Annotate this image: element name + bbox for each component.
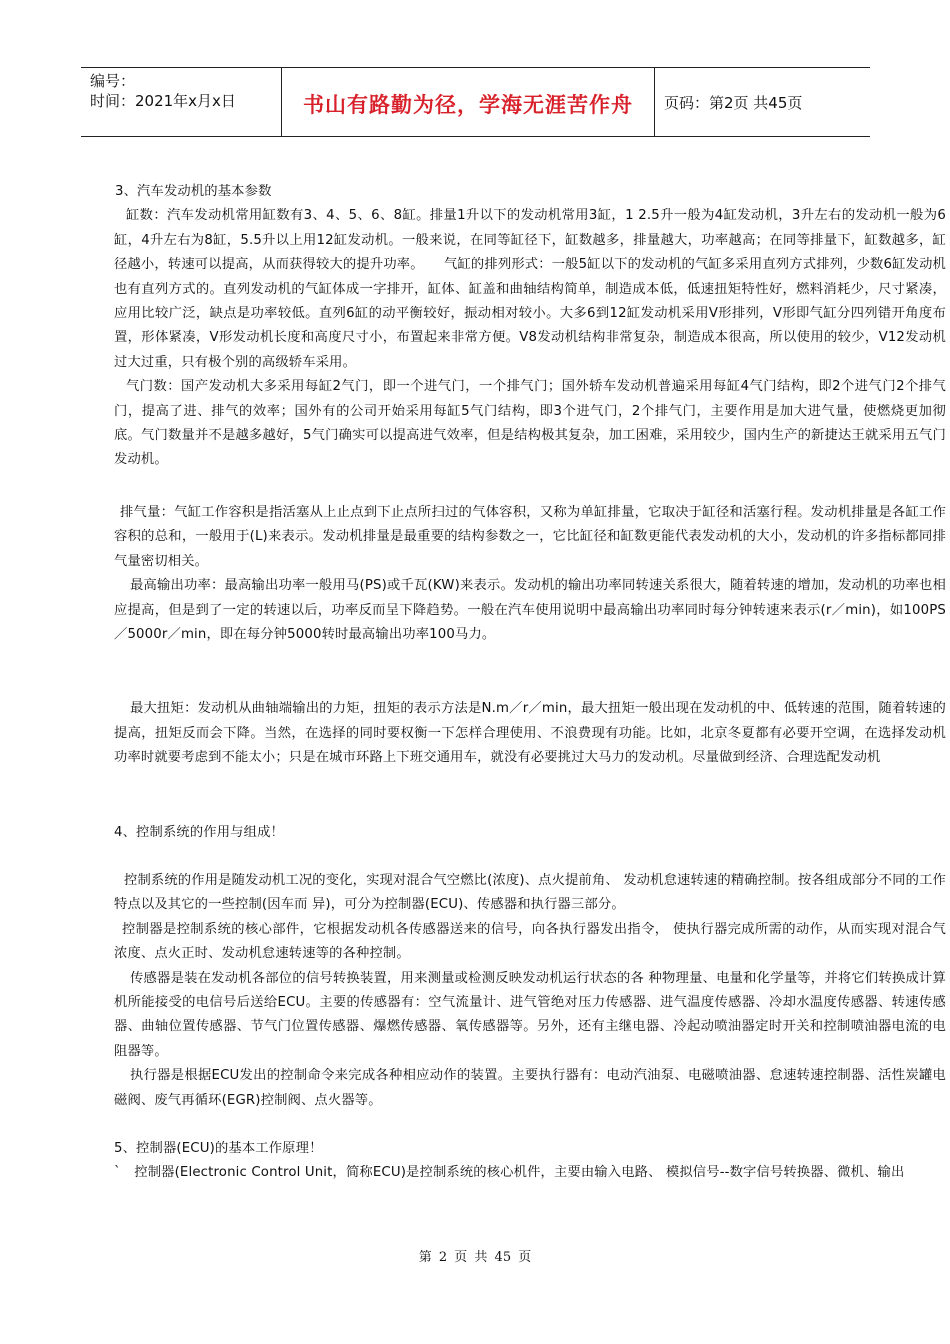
paragraph-cylinders: 缸数：汽车发动机常用缸数有3、4、5、6、8缸。排量1升以下的发动机常用3缸，1 2.5升一般为4缸发动机，3升左右的发动机一般为6缸，4升左右为8缸，5.5升以上用12缸发动机。一般来说，在同等缸径下，缸数越多，排量越大，功率越高；在同等排量下，缸数越多，缸径越小，转速可以提高，从而获得较大的提升功率。 气缸的排列形式：一般5缸以下的发动机的气缸多采用直列方式排列，少数6缸发动机也有直列方式的。直列发动机的气缸体成一字排开，缸体、缸盖和曲轴结构简单，制造成本低，低速扭矩特性好，燃料消耗少，尺寸紧凑，应用比较广泛，缺点是功率较低。直列6缸的动平衡较好，振动相对较小。大多6到12缸发动机采用V形排列，V形即气缸分四列错开角度布置，形体紧凑，V形发动机长度和高度尺寸小，布置起来非常方便。V8发动机结构非常复杂，制造成本很高，所以使用的较少，V12发动机过大过重，只有极个别的高级轿车采用。 (114, 208, 946, 370)
paragraph-actuators: 执行器是根据ECU发出的控制命令来完成各种相应动作的装置。主要执行器有：电动汽油泵、电磁喷油器、怠速转速控制器、活性炭罐电磁阀、废气再循环(EGR)控制阀、点火器等。 (114, 1068, 946, 1108)
spacer (114, 647, 946, 697)
document-date-label: 时间：2021年x月x日 (90, 92, 236, 110)
page-header (81, 67, 870, 137)
spacer (114, 845, 946, 869)
page-footer: 第 2 页 共 45 页 (418, 1250, 532, 1265)
header-motto-cell (282, 68, 655, 136)
paragraph-max-power: 最高输出功率：最高输出功率一般用马(PS)或千瓦(KW)来表示。发动机的输出功率同转速关系很大，随着转速的增加，发动机的功率也相应提高，但是到了一定的转速以后，功率反而呈下降趋势。一般在汽车使用说明中最高输出功率同时每分钟转速来表示(r／min)，如100PS／5000r／min，即在每分钟5000转时最高输出功率100马力。 (114, 578, 946, 642)
spacer (114, 771, 946, 821)
paragraph-controller: 控制器是控制系统的核心部件，它根据发动机各传感器送来的信号，向各执行器发出指令， 使执行器完成所需的动作，从而实现对混合气浓度、点火正时、发动机怠速转速等的各种控制。 (114, 921, 946, 962)
section-3-heading: 3、汽车发动机的基本参数 (115, 184, 272, 199)
document-code-label: 编号： (90, 72, 136, 90)
header-meta-cell (81, 68, 282, 136)
section-4-heading: 4、控制系统的作用与组成！ (114, 824, 284, 840)
paragraph-max-torque: 最大扭矩：发动机从曲轴端输出的力矩，扭矩的表示方法是N.m／r／min，最大扭矩一般出现在发动机的中、低转速的范围，随着转速的提高，扭矩反而会下降。当然，在选择的同时要权衡一下怎样合理使用、不浪费现有功能。比如，北京冬夏都有必要开空调，在选择发动机功率时就要考虑到不能太小；只是在城市环路上下班交通用车，就没有必要挑过大马力的发动机。尽量做到经济、合理选配发动机 (114, 701, 946, 766)
document-body (114, 180, 946, 1186)
paragraph-control-role: 控制系统的作用是随发动机工况的变化，实现对混合气空燃比(浓度)、点火提前角、 发动机怠速转速的精确控制。按各组成部分不同的工作特点以及其它的一些控制(因车而 异)，可分为控制器(ECU)、传感器和执行器三部分。 (114, 872, 946, 913)
paragraph-sensors: 传感器是装在发动机各部位的信号转换装置，用来测量或检测反映发动机运行状态的各 种物理量、电量和化学量等，并将它们转换成计算机所能接受的电信号后送给ECU。主要的传感器有：空气流量计、进气管绝对压力传感器、进气温度传感器、冷却水温度传感器、转速传感器、曲轴位置传感器、节气门位置传感器、爆燃传感器、氧传感器等。另外，还有主继电器、冷起动喷油器定时开关和控制喷油器电流的电阻器等。 (114, 970, 946, 1059)
spacer (114, 1113, 946, 1137)
header-page-cell (655, 68, 870, 136)
paragraph-ecu-intro: ` 控制器(Electronic Control Unit，简称ECU)是控制系统的核心机件，主要由输入电路、 模拟信号--数字信号转换器、微机、输出 (114, 1165, 905, 1181)
spacer (114, 473, 946, 501)
paragraph-valves: 气门数：国产发动机大多采用每缸2气门，即一个进气门，一个排气门；国外轿车发动机普遍采用每缸4气门结构，即2个进气门2个排气门，提高了进、排气的效率；国外有的公司开始采用每缸5气门结构，即3个进气门，2个排气门，主要作用是加大进气量，使燃烧更加彻底。气门数量并不是越多越好，5气门确实可以提高进气效率，但是结构极其复杂，加工困难，采用较少，国内生产的新捷达王就采用五气门发动机。 (114, 379, 946, 468)
header-page-info: 页码：第2页 共45页 (664, 93, 803, 112)
header-motto: 书山有路勤为径，学海无涯苦作舟 (303, 93, 633, 117)
section-5-heading: 5、控制器(ECU)的基本工作原理！ (114, 1141, 323, 1156)
paragraph-displacement: 排气量：气缸工作容积是指活塞从上止点到下止点所扫过的气体容积，又称为单缸排量，它取决于缸径和活塞行程。发动机排量是各缸工作容积的总和，一般用于(L)来表示。发动机排量是最重要的结构参数之一，它比缸径和缸数更能代表发动机的大小，发动机的许多指标都同排气量密切相关。 (114, 504, 946, 569)
